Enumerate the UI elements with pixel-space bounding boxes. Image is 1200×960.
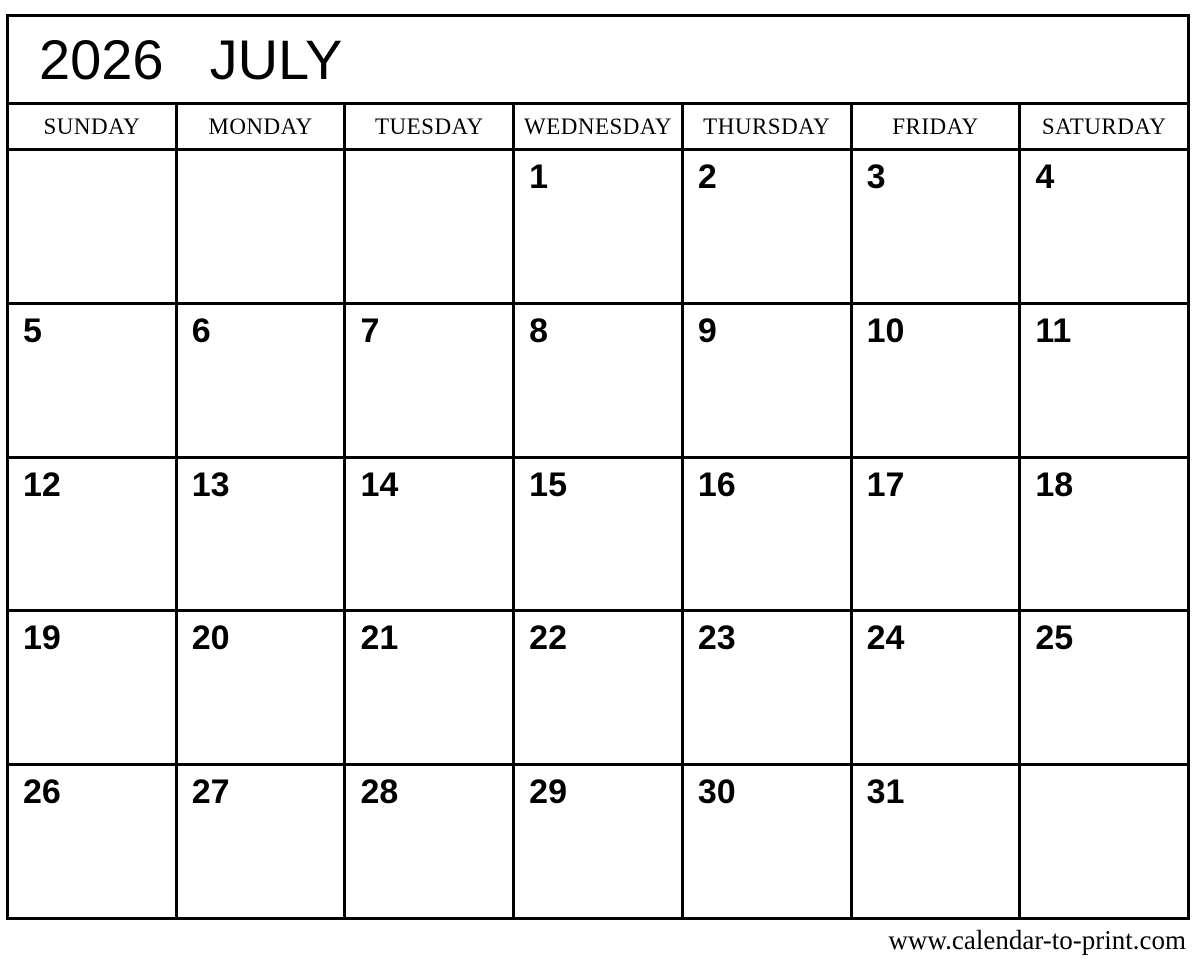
day-number: 8 — [529, 311, 549, 350]
day-cell[interactable] — [853, 305, 1022, 456]
day-number: 23 — [697, 619, 736, 658]
day-cell[interactable] — [515, 151, 684, 302]
day-number: 13 — [191, 465, 230, 504]
calendar-month: JULY — [209, 27, 343, 91]
day-cell[interactable] — [684, 305, 853, 456]
day-number: 21 — [360, 619, 399, 658]
weekday-friday: FRIDAY — [853, 105, 1022, 148]
day-cell[interactable] — [515, 612, 684, 763]
day-cell[interactable] — [853, 766, 1022, 917]
day-number: 28 — [360, 773, 399, 812]
day-cell[interactable] — [9, 305, 178, 456]
weekday-saturday: SATURDAY — [1041, 113, 1167, 139]
day-cell[interactable] — [515, 305, 684, 456]
day-cell[interactable] — [1021, 766, 1187, 917]
day-number: 25 — [1035, 619, 1074, 658]
day-cell[interactable] — [178, 612, 347, 763]
day-number: 4 — [1035, 158, 1055, 196]
day-cell[interactable] — [9, 459, 178, 610]
day-cell[interactable] — [346, 459, 515, 610]
day-number: 24 — [866, 619, 905, 658]
day-cell[interactable] — [346, 305, 515, 456]
weekday-sunday: SUNDAY — [9, 105, 178, 148]
week-row — [9, 459, 1187, 613]
day-number: 3 — [866, 158, 886, 196]
day-number: 27 — [191, 773, 230, 812]
day-number: 30 — [697, 773, 736, 812]
weekday-monday: MONDAY — [178, 105, 347, 148]
day-cell[interactable] — [9, 151, 178, 302]
day-number: 19 — [23, 619, 61, 658]
day-number: 2 — [697, 158, 717, 196]
weekday-tuesday: TUESDAY — [346, 105, 515, 148]
week-row — [9, 305, 1187, 459]
weekday-thursday: THURSDAY — [684, 105, 853, 148]
day-cell[interactable] — [346, 151, 515, 302]
day-cell[interactable] — [178, 305, 347, 456]
day-number: 12 — [23, 465, 61, 504]
day-number: 16 — [697, 465, 736, 504]
calendar-title-row — [9, 17, 1187, 105]
calendar-weeks — [9, 151, 1187, 917]
week-row — [9, 612, 1187, 766]
day-cell[interactable] — [1021, 612, 1187, 763]
day-number: 18 — [1035, 465, 1074, 504]
day-cell[interactable] — [684, 459, 853, 610]
day-cell[interactable] — [853, 151, 1022, 302]
day-cell[interactable] — [178, 459, 347, 610]
day-number: 31 — [866, 773, 905, 812]
day-number: 6 — [191, 311, 211, 350]
day-cell[interactable] — [1021, 459, 1187, 610]
day-number: 26 — [23, 773, 61, 812]
day-cell[interactable] — [515, 459, 684, 610]
day-number: 9 — [697, 311, 717, 350]
day-cell[interactable] — [178, 766, 347, 917]
weekday-header-row — [9, 105, 1187, 151]
day-cell[interactable] — [684, 151, 853, 302]
day-cell[interactable] — [684, 612, 853, 763]
day-number: 7 — [360, 311, 380, 350]
day-number: 15 — [529, 465, 567, 504]
day-cell[interactable] — [9, 612, 178, 763]
day-number: 11 — [1035, 311, 1072, 350]
day-number: 1 — [529, 158, 549, 196]
day-cell[interactable] — [684, 766, 853, 917]
week-row — [9, 766, 1187, 917]
weekday-wednesday: WEDNESDAY — [515, 105, 684, 148]
day-cell[interactable] — [1021, 151, 1187, 302]
day-cell[interactable] — [346, 612, 515, 763]
day-cell[interactable] — [853, 612, 1022, 763]
day-number: 20 — [191, 619, 230, 658]
day-number: 14 — [360, 465, 399, 504]
calendar-year: 2026 — [39, 27, 164, 91]
day-cell[interactable] — [178, 151, 347, 302]
week-row — [9, 151, 1187, 305]
calendar-grid — [6, 14, 1190, 920]
day-cell[interactable] — [853, 459, 1022, 610]
day-number: 10 — [866, 311, 905, 350]
day-cell[interactable] — [1021, 305, 1187, 456]
day-number: 5 — [23, 311, 42, 350]
day-cell[interactable] — [9, 766, 178, 917]
day-cell[interactable] — [346, 766, 515, 917]
day-number: 22 — [529, 619, 567, 658]
day-number: 17 — [866, 465, 905, 504]
day-cell[interactable] — [515, 766, 684, 917]
day-number: 29 — [529, 773, 567, 812]
source-website-url: www.calendar-to-print.com — [888, 925, 1186, 955]
